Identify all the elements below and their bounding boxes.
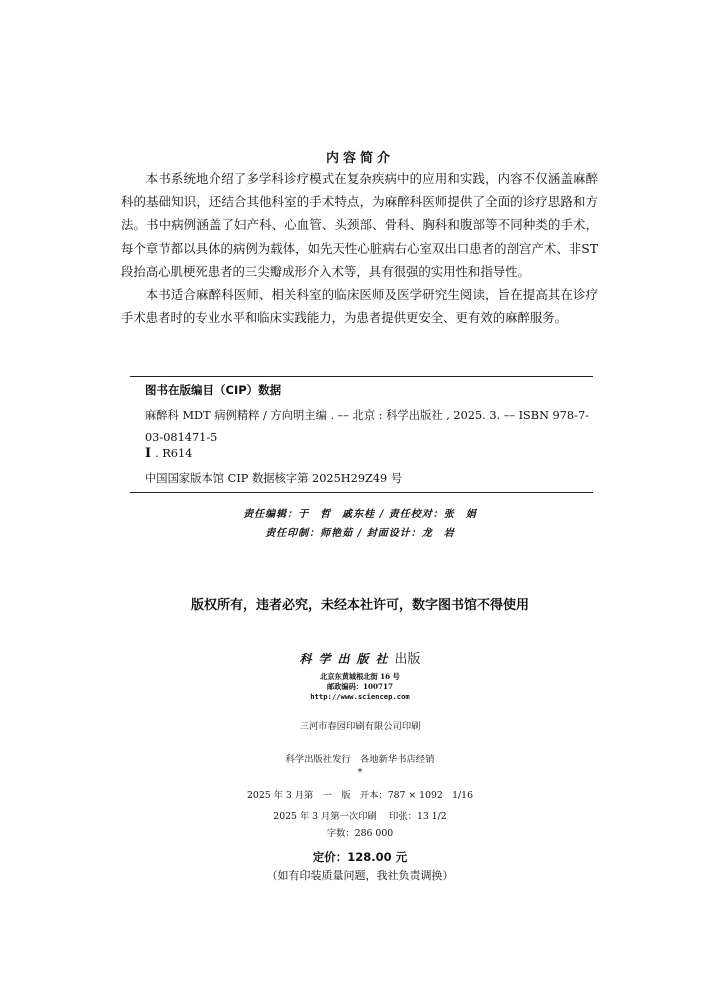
editor-credits: 责任编辑：于 哲 戚东桂 / 责任校对：张 娟 (243, 509, 477, 520)
quality-note: （如有印装质量问题，我社负责调换） (266, 869, 454, 882)
publisher-name: 科学出版社 (299, 652, 395, 666)
cip-top-rule (130, 376, 593, 377)
word-count: 字数：286 000 (326, 828, 394, 839)
edition-info: 2025 年 3 月第 一 版 开本：787 × 1092 1/16 (247, 790, 473, 801)
summary-paragraph-1: 本书系统地介绍了多学科诊疗模式在复杂疾病中的应用和实践，内容不仅涵盖麻醉科的基础知识，还结合其他科室的手术特点，为麻醉科医师提供了全面的诊疗思路和方法。书中病例涵盖了妇产科、心血管、头颈部、骨科、胸科和腹部等不同种类的手术，每个章节都以具体的病例为载体，如先天性心脏病右心室双出口患者的剖宫产术、非ST段抬高心肌梗死患者的三尖瓣成形介入术等，具有很强的实用性和指导性。 (121, 171, 598, 279)
cip-heading: 图书在版编目（CIP）数据 (145, 383, 282, 397)
cip-record-number: 中国国家版本馆 CIP 数据核字第 2025H29Z49 号 (145, 472, 403, 485)
printing-info: 2025 年 3 月第一次印刷 印张：13 1/2 (273, 811, 447, 822)
distributor-line: 科学出版社发行 各地新华书店经销 (285, 754, 435, 765)
summary-body (121, 167, 598, 329)
copyright-notice: 版权所有，违者必究，未经本社许可，数字图书馆不得使用 (190, 598, 529, 613)
separator-asterisk: * (357, 768, 363, 778)
cip-classification (145, 446, 192, 461)
publisher-address: 北京东黄城根北街 16 号 (320, 672, 400, 681)
printer-line: 三河市春园印刷有限公司印刷 (299, 721, 421, 732)
price: 定价：128.00 元 (312, 850, 408, 864)
cip-citation: 麻醉科 MDT 病例精粹 / 方向明主编 . –– 北京 : 科学出版社 , 2025. 3. –– ISBN 978-7-03-081471-5 (145, 409, 589, 444)
production-credits: 责任印制：师艳茹 / 封面设计：龙 岩 (265, 528, 455, 539)
cip-bottom-rule (130, 492, 593, 493)
publisher-postal-code: 邮政编码：100717 (327, 682, 393, 691)
summary-title: 内容简介 (325, 151, 394, 166)
cip-class-code: . R614 (155, 447, 193, 460)
summary-paragraph-2: 本书适合麻醉科医师、相关科室的临床医师及医学研究生阅读，旨在提高其在诊疗手术患者时的专业水平和临床实践能力，为患者提供更安全、更有效的麻醉服务。 (121, 287, 598, 326)
publisher-suffix: 出版 (394, 652, 421, 667)
publisher-website: http://www.sciencep.com (310, 692, 410, 701)
publisher-line (0, 648, 720, 667)
cip-class-roman: Ⅰ (145, 446, 152, 461)
